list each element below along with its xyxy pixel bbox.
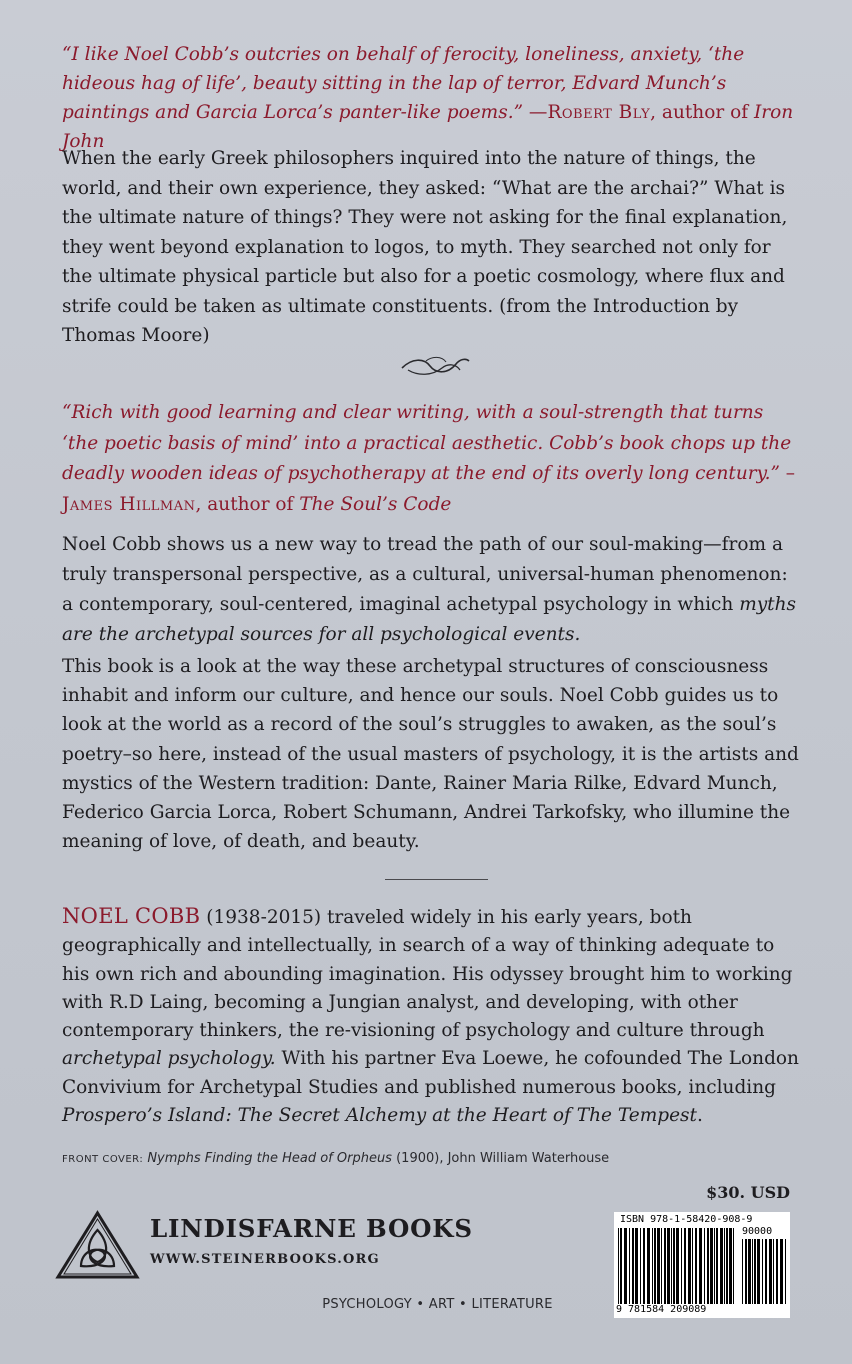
barcode-price-code: 90000 — [742, 1226, 773, 1237]
quote-author-suffix: , author of — [650, 102, 754, 123]
barcode-bars-icon — [618, 1228, 736, 1304]
bio-text: (1938-2015) traveled widely in his early years, both geographically and intellectually, in search of a way of thinking adequate to his own rich and abounding imagination. His odyssey brought him to working with R.D Laing, becoming a Jungian analyst, and developing, with other contemporary thinkers, the re-visioning of psychology and culture through — [62, 907, 793, 1042]
intro-paragraph: When the early Greek philosophers inquired into the nature of things, the world, and their own experience, they asked: “What are the archai?” What is the ultimate nature of things? They were not asking for the final explanation, they went beyond explanation to logos, to myth. They searched not only for the ultimate physical particle but also for a poetic cosmology, where flux and strife could be taken as ultimate constituents. (from the Introduction by Thomas Moore) — [62, 148, 788, 346]
price-label: $30. USD — [706, 1183, 790, 1202]
category-list: PSYCHOLOGY • ART • LITERATURE — [322, 1297, 553, 1312]
book-summary-paragraph: This book is a look at the way these archetypal structures of consciousness inhabit and inform our culture, and hence our souls. Noel Cobb guides us to look at the world as a record of the soul’s struggles to awaken, as the soul’s poetry–so here, instead of the usual masters of psychology, it is the artists and mystics of the Western tradition: Dante, Rainer Maria Rilke, Edvard Munch, Federico Garcia Lorca, Robert Schumann, Andrei Tarkofsky, who illumine the meaning of love, of death, and beauty. — [62, 656, 799, 853]
quote-dash: – — [779, 463, 796, 484]
credit-year: (1900), — [391, 1151, 448, 1166]
credit-painting-title: Nymphs Finding the Head of Orpheus — [147, 1151, 392, 1166]
bio-book-title: Prospero’s Island: The Secret Alchemy at the Heart of The Tempest — [62, 1105, 697, 1127]
quote-text: “Rich with good learning and clear writing, with a soul-strength that turns ‘the poetic basis of mind’ into a practical aesthetic. Cobb’s book chops up the deadly wooden ideas of psychotherapy at the end of its overly long century.” — [62, 402, 792, 484]
section-divider — [385, 879, 488, 880]
publisher-name: LINDISFARNE BOOKS — [150, 1214, 473, 1243]
credit-label: FRONT COVER: — [62, 1154, 144, 1165]
quote-book-title: Iron John — [62, 102, 794, 152]
author-name: NOEL COBB — [62, 904, 201, 928]
quote-text: “I like Noel Cobb’s outcries on behalf of ferocity, loneliness, anxiety, ‘the hideous hag of life’, beauty sitting in the lap of terror, Edvard Munch’s paintings and Garcia Lorca’s panter-like poems.” — [62, 44, 745, 123]
bio-text: . — [696, 1105, 703, 1127]
quote-dash: — — [523, 102, 548, 123]
bio-text: With his partner Eva Loewe, he cofounded The London Convivium for Archetypal Studies and published numerous books, including — [62, 1048, 799, 1098]
blurb-quote-bly — [62, 40, 802, 156]
credit-artist: John William Waterhouse — [447, 1151, 610, 1166]
isbn-number: ISBN 978-1-58420-908-9 — [620, 1214, 753, 1225]
description-emphasis: myths are the archetypal sources for all psychological events. — [62, 594, 797, 645]
barcode-digits: 9 781584 209089 — [616, 1304, 707, 1315]
quote-author-suffix: , author of — [195, 493, 300, 515]
blurb-quote-hillman — [62, 398, 802, 520]
author-bio — [62, 902, 802, 1130]
triquetra-logo-icon — [55, 1210, 140, 1280]
bio-emphasis: archetypal psychology. — [62, 1048, 276, 1070]
publisher-website: WWW.STEINERBOOKS.ORG — [150, 1252, 380, 1267]
front-cover-credit — [62, 1151, 782, 1166]
description-paragraph — [62, 530, 802, 650]
quote-book-title: The Soul’s Code — [299, 493, 452, 515]
quote-author: James Hillman — [62, 493, 196, 515]
addon-bars-icon — [742, 1239, 786, 1304]
isbn-barcode — [614, 1212, 790, 1318]
flourish-ornament-icon — [398, 352, 472, 380]
description-text: Noel Cobb shows us a new way to tread the path of our soul-making—from a truly transpersonal perspective, as a cultural, universal-human phenomenon: a contemporary, soul-centered, imaginal achetypal psychology in which — [62, 534, 788, 615]
quote-author: Robert Bly — [547, 102, 651, 123]
